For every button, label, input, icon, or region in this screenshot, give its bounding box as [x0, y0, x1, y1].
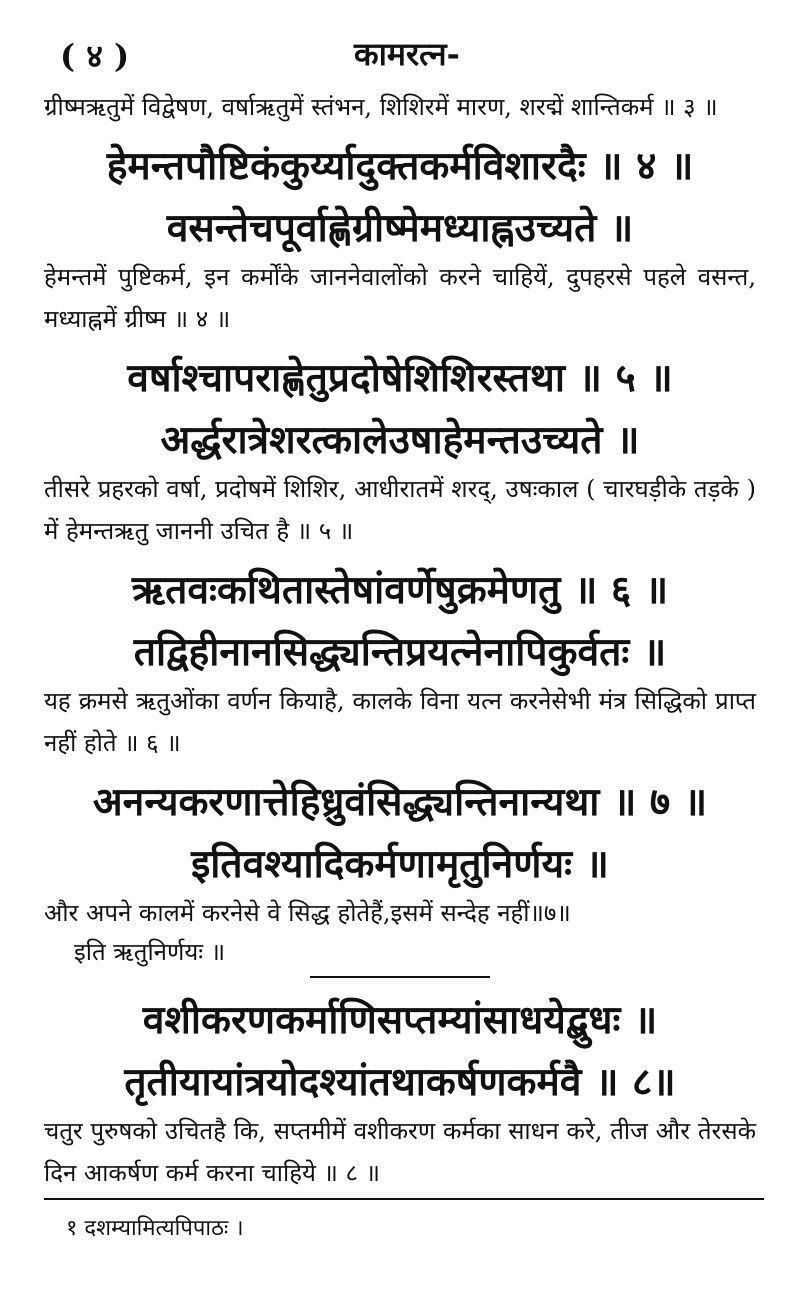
verse-5b: अर्द्धरात्रेशरत्कालेउषाहेमन्तउच्यते ॥: [160, 417, 640, 463]
verse-8a: वशीकरणकर्माणिसप्तम्यांसाधयेद्बुधः ॥: [142, 997, 658, 1043]
verse-8b: तृतीयायांत्रयोदश्यांतथाकर्षणकर्मवै ॥ ८॥: [124, 1059, 676, 1105]
verse-4b: वसन्तेचपूर्वाह्णेग्रीष्मेमध्याह्नउच्यते ॥: [166, 205, 634, 251]
gloss-5: तीसरे प्रहरको वर्षा, प्रदोषमें शिशिर, आधीरातमें शरद्, उषःकाल ( चारघड़ीके तड़के ) में हेमन्तऋतु जाननी उचित है ॥ ५ ॥: [44, 475, 756, 545]
page-header: [44, 28, 756, 86]
footnote-rule: [44, 1198, 764, 1200]
page-number: ( ४ ): [60, 37, 130, 75]
gloss-6: यह क्रमसे ऋतुओंका वर्णन कियाहै, कालके विना यत्न करनेसेभी मंत्र सिद्धिको प्राप्त नहीं होते ॥ ६ ॥: [44, 687, 756, 757]
verse-7b: इतिवश्यादिकर्मणामृतुनिर्णयः ॥: [191, 841, 609, 887]
verse-5a: वर्षाश्चापराह्णेतुप्रदोषेशिशिरस्तथा ॥ ५ ॥: [127, 355, 673, 401]
verse-6b: तद्विहीनानसिद्ध्यन्तिप्रयत्नेनापिकुर्वतः ॥: [133, 629, 667, 675]
verse-7a: अनन्यकरणात्तेहिध्रुवंसिद्ध्यन्तिनान्यथा ॥ ७ ॥: [92, 779, 708, 825]
gloss-7: और अपने कालमें करनेसे वे सिद्ध होतेहैं,इसमें सन्देह नहीं॥७॥: [44, 899, 571, 927]
running-head: कामरत्न-: [354, 35, 460, 73]
verse-4a: हेमन्तपौष्टिकंकुर्य्यादुक्तकर्मविशारदैः ॥ ४ ॥: [106, 143, 694, 189]
footnote: १ दशम्यामित्यपिपाठः ।: [66, 1216, 244, 1241]
colophon: इति ऋतुनिर्णयः ॥: [74, 938, 226, 966]
gloss-3: ग्रीष्मऋतुमें विद्वेषण, वर्षाऋतुमें स्तंभन, शिशिरमें मारण, शरद्में शान्तिकर्म ॥ ३ ॥: [44, 93, 718, 121]
section-divider: [310, 976, 490, 978]
verse-6a: ऋतवःकथितास्तेषांवर्णेषुक्रमेणतु ॥ ६ ॥: [131, 567, 669, 613]
gloss-4: हेमन्तमें पुष्टिकर्म, इन कर्मोंके जाननेवालोंको करने चाहियें, दुपहरसे पहले वसन्त, मध्याह्नमें ग्रीष्म ॥ ४ ॥: [44, 263, 756, 333]
gloss-8: चतुर पुरुषको उचितहै कि, सप्तमीमें वशीकरण कर्मका साधन करे, तीज और तेरसके दिन आकर्षण कर्म करना चाहिये ॥ ८ ॥: [44, 1117, 756, 1187]
